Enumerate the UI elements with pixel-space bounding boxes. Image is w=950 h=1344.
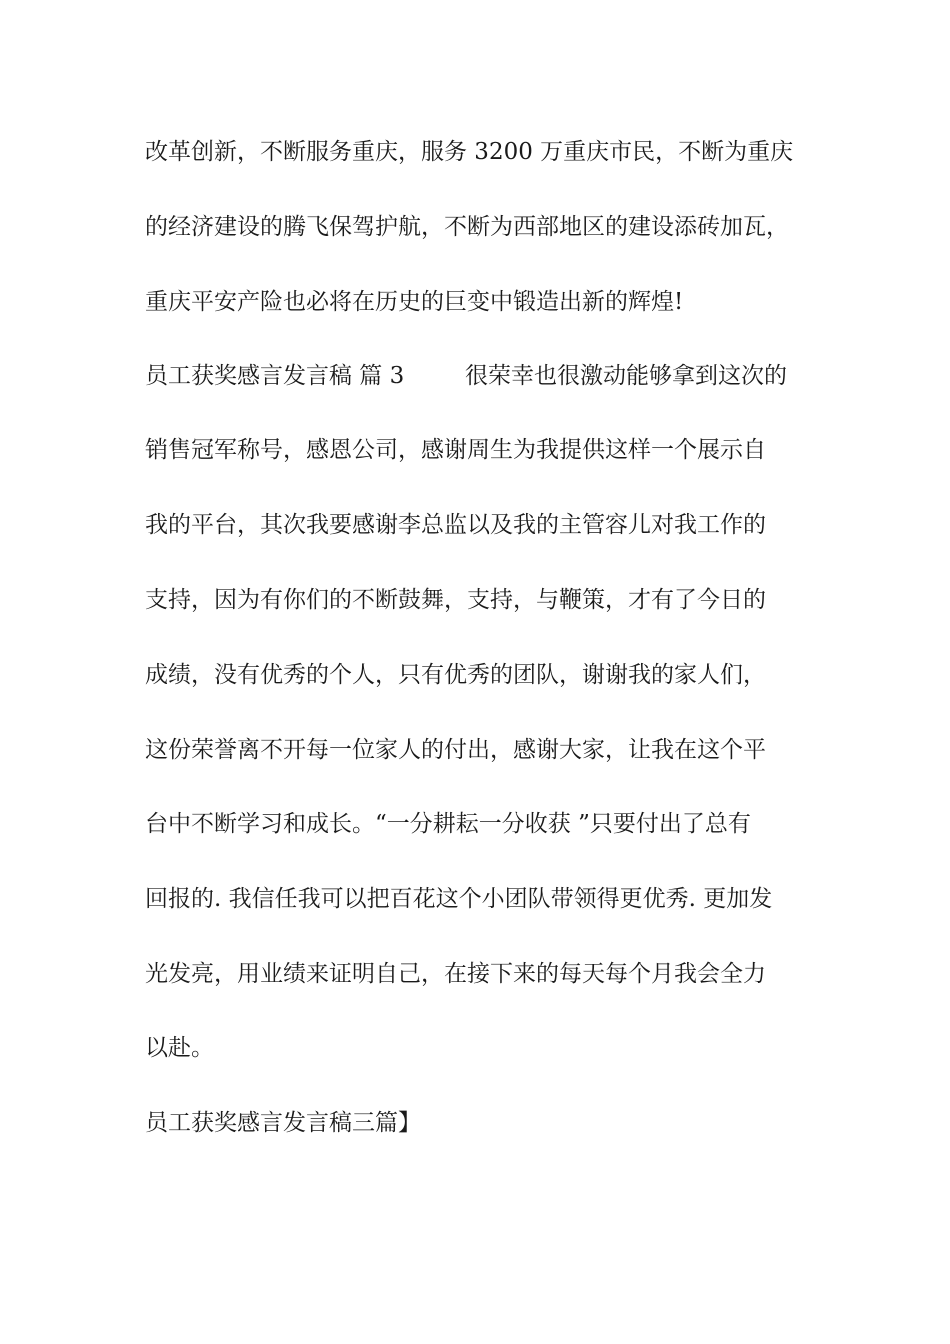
body-line-6: 支持，因为有你们的不断鼓舞，支持，与鞭策，才有了今日的 (145, 587, 766, 613)
section-3-heading: 员工获奖感言发言稿 篇 3 (145, 363, 405, 389)
body-line-9: 台中不断学习和成长。“一分耕耘一分收获 ”只要付出了总有 (145, 811, 751, 837)
body-line-3: 重庆平安产险也必将在历史的巨变中锻造出新的辉煌! (145, 289, 684, 315)
body-line-11: 光发亮，用业绩来证明自己，在接下来的每天每个月我会全力 (145, 961, 766, 987)
body-line-4: 销售冠军称号，感恩公司，感谢周生为我提供这样一个展示自 (145, 437, 766, 463)
body-line-7: 成绩，没有优秀的个人，只有优秀的团队，谢谢我的家人们， (145, 662, 766, 688)
section-3-first-line: 很荣幸也很激动能够拿到这次的 (465, 363, 787, 389)
section-3-line (145, 361, 787, 391)
closing-heading: 员工获奖感言发言稿三篇】 (145, 1110, 421, 1136)
body-line-12: 以赴。 (145, 1035, 214, 1061)
body-line-8: 这份荣誉离不开每一位家人的付出，感谢大家，让我在这个平 (145, 737, 766, 763)
body-line-5: 我的平台，其次我要感谢李总监以及我的主管容儿对我工作的 (145, 512, 766, 538)
body-line-1: 改革创新，不断服务重庆，服务 3200 万重庆市民，不断为重庆 (145, 139, 794, 165)
body-line-2: 的经济建设的腾飞保驾护航，不断为西部地区的建设添砖加瓦， (145, 214, 789, 240)
body-line-10: 回报的. 我信任我可以把百花这个小团队带领得更优秀. 更加发 (145, 886, 773, 912)
